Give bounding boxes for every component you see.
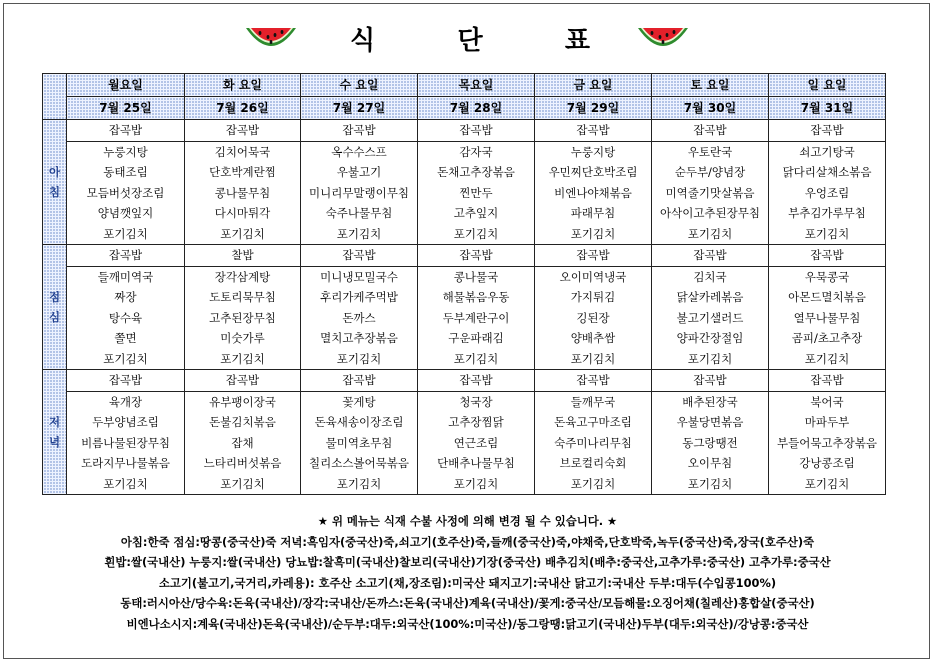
menu-item: 포기김치 — [652, 474, 769, 495]
menu-item: 돈육고구마조림 — [535, 412, 652, 433]
menu-item: 포기김치 — [185, 474, 301, 495]
title-char: 단 — [457, 26, 483, 56]
menu-item: 감자국 — [418, 141, 535, 162]
menu-item: 김치국 — [652, 266, 769, 287]
menu-item: 육개장 — [67, 391, 185, 412]
menu-item: 미니리무말랭이무침 — [301, 183, 418, 204]
menu-item: 잡곡밥 — [301, 370, 418, 392]
menu-row — [43, 120, 886, 142]
menu-item: 가지튀김 — [535, 287, 652, 308]
menu-item: 고추장찜닭 — [418, 412, 535, 433]
menu-item: 두부계란구이 — [418, 308, 535, 329]
menu-item: 우불당면볶음 — [652, 412, 769, 433]
menu-item: 잡곡밥 — [301, 245, 418, 267]
menu-item: 탕수육 — [67, 308, 185, 329]
menu-item: 양념깻잎지 — [67, 203, 185, 224]
menu-item: 오이미역냉국 — [535, 266, 652, 287]
menu-item: 포기김치 — [418, 474, 535, 495]
menu-item: 깅된장 — [535, 308, 652, 329]
menu-item: 포기김치 — [769, 474, 886, 495]
menu-item: 포기김치 — [67, 224, 185, 245]
watermelon-icon — [244, 24, 298, 56]
menu-item: 돈불김치볶음 — [185, 412, 301, 433]
menu-item: 쫄면 — [67, 328, 185, 349]
menu-item: 닭살카레볶음 — [652, 287, 769, 308]
day-date: 7월 27일 — [301, 97, 418, 120]
meal-label-char: 심 — [48, 310, 61, 324]
menu-item: 김치어묵국 — [185, 141, 301, 162]
day-date-row — [43, 97, 886, 120]
menu-row — [43, 162, 886, 183]
menu-row — [43, 433, 886, 454]
menu-item: 물미역초무침 — [301, 433, 418, 454]
day-name: 목요일 — [418, 74, 535, 97]
menu-item: 포기김치 — [769, 349, 886, 370]
menu-item: 잡곡밥 — [535, 245, 652, 267]
menu-item: 포기김치 — [67, 474, 185, 495]
origin-line: 흰밥:쌀(국내산) 누룽지:쌀(국내산) 당뇨밥:찰흑미(국내산)찰보리(국내산)기장(중국산) 배추김치(배추:중국산,고추가루:중국산) 고추가루:중국산 — [104, 555, 831, 569]
menu-item: 멸치고추장볶음 — [301, 328, 418, 349]
menu-row — [43, 203, 886, 224]
menu-row — [43, 474, 886, 495]
meal-label-char: 아 — [48, 165, 61, 179]
menu-item: 잡곡밥 — [418, 245, 535, 267]
menu-item: 미역줄기맛살볶음 — [652, 183, 769, 204]
menu-item: 후리가케주먹밥 — [301, 287, 418, 308]
meal-label-char: 녁 — [48, 435, 61, 449]
menu-item: 포기김치 — [301, 224, 418, 245]
menu-item: 미숫가루 — [185, 328, 301, 349]
menu-item: 오이무침 — [652, 453, 769, 474]
menu-item: 포기김치 — [185, 349, 301, 370]
menu-item: 우불고기 — [301, 162, 418, 183]
menu-item: 구운파래김 — [418, 328, 535, 349]
menu-item: 단배추나물무침 — [418, 453, 535, 474]
menu-item: 불고기샐러드 — [652, 308, 769, 329]
day-date: 7월 28일 — [418, 97, 535, 120]
menu-row — [43, 308, 886, 329]
menu-item: 누룽지탕 — [535, 141, 652, 162]
day-name-row — [43, 74, 886, 97]
corner-cell — [43, 74, 67, 120]
menu-row — [43, 349, 886, 370]
title-row — [0, 0, 935, 72]
menu-item: 포기김치 — [535, 349, 652, 370]
day-name: 토 요일 — [652, 74, 769, 97]
menu-item: 두부양념조림 — [67, 412, 185, 433]
menu-item: 브로컬리숙회 — [535, 453, 652, 474]
menu-item: 부들어묵고추장볶음 — [769, 433, 886, 454]
menu-item: 잡곡밥 — [652, 245, 769, 267]
menu-item: 돈까스 — [301, 308, 418, 329]
meal-label — [43, 245, 67, 370]
menu-item: 잡채 — [185, 433, 301, 454]
menu-item: 우민찌단호박조림 — [535, 162, 652, 183]
page-title — [350, 20, 590, 57]
menu-item: 포기김치 — [652, 224, 769, 245]
menu-item: 아삭이고추된장무침 — [652, 203, 769, 224]
meal-label-char: 침 — [48, 185, 61, 199]
menu-item: 양파간장절임 — [652, 328, 769, 349]
day-date: 7월 26일 — [185, 97, 301, 120]
menu-row — [43, 224, 886, 245]
menu-item: 잡곡밥 — [418, 120, 535, 142]
origin-line: 동태:러시아산/당수육:돈육(국내산)/장각:국내산/돈까스:돈육(국내산)계육(국내산)/꽃게:중국산/모듬해물:오징어채(칠레산)홍합살(중국산) — [120, 596, 815, 610]
day-date: 7월 30일 — [652, 97, 769, 120]
menu-item: 잡곡밥 — [67, 370, 185, 392]
menu-row — [43, 328, 886, 349]
menu-item: 우토란국 — [652, 141, 769, 162]
menu-item: 유부팽이장국 — [185, 391, 301, 412]
menu-item: 고추된장무침 — [185, 308, 301, 329]
notice-line: ★ 위 메뉴는 식재 수불 사정에 의해 변경 될 수 있습니다. ★ — [317, 514, 618, 528]
menu-item: 잡곡밥 — [418, 370, 535, 392]
menu-item: 동태조림 — [67, 162, 185, 183]
origin-line: 비엔나소시지:계육(국내산)돈육(국내산)/순두부:대두:외국산(100%:미국산)/동그랑땡:닭고기(국내산)두부(대두:외국산)/강낭콩:중국산 — [126, 616, 809, 631]
menu-item: 누룽지탕 — [67, 141, 185, 162]
meal-label — [43, 120, 67, 245]
menu-row — [43, 370, 886, 392]
menu-item: 잡곡밥 — [535, 120, 652, 142]
menu-item: 찐만두 — [418, 183, 535, 204]
menu-item: 꽃게탕 — [301, 391, 418, 412]
menu-item: 곰피/초고추장 — [769, 328, 886, 349]
menu-item: 짜장 — [67, 287, 185, 308]
menu-item: 잡곡밥 — [769, 370, 886, 392]
menu-item: 비엔나야채볶음 — [535, 183, 652, 204]
menu-item: 찰밥 — [185, 245, 301, 267]
menu-item: 콩나물국 — [418, 266, 535, 287]
menu-item: 잡곡밥 — [185, 120, 301, 142]
menu-item: 포기김치 — [535, 224, 652, 245]
menu-item: 모듬버섯장조림 — [67, 183, 185, 204]
menu-item: 도라지무나물볶음 — [67, 453, 185, 474]
menu-item: 마파두부 — [769, 412, 886, 433]
menu-item: 포기김치 — [67, 349, 185, 370]
menu-item: 잡곡밥 — [652, 370, 769, 392]
menu-item: 포기김치 — [301, 349, 418, 370]
menu-item: 포기김치 — [769, 224, 886, 245]
menu-item: 잡곡밥 — [67, 120, 185, 142]
menu-item: 옥수수스프 — [301, 141, 418, 162]
title-char: 표 — [564, 26, 590, 56]
menu-item: 잡곡밥 — [769, 245, 886, 267]
menu-table — [42, 73, 886, 495]
menu-row — [43, 245, 886, 267]
menu-item: 포기김치 — [301, 474, 418, 495]
menu-item: 양배추쌈 — [535, 328, 652, 349]
menu-row — [43, 266, 886, 287]
menu-item: 쇠고기탕국 — [769, 141, 886, 162]
day-date: 7월 31일 — [769, 97, 886, 120]
menu-row — [43, 412, 886, 433]
menu-item: 잡곡밥 — [652, 120, 769, 142]
menu-item: 순두부/양념장 — [652, 162, 769, 183]
menu-row — [43, 287, 886, 308]
menu-item: 다시마튀각 — [185, 203, 301, 224]
menu-item: 잡곡밥 — [185, 370, 301, 392]
menu-item: 들깨무국 — [535, 391, 652, 412]
day-date: 7월 29일 — [535, 97, 652, 120]
menu-item: 미니냉모밀국수 — [301, 266, 418, 287]
menu-item: 포기김치 — [418, 224, 535, 245]
menu-item: 칠리소스볼어묵볶음 — [301, 453, 418, 474]
meal-label-char: 저 — [48, 415, 61, 429]
menu-item: 장각삼계탕 — [185, 266, 301, 287]
menu-item: 열무나물무침 — [769, 308, 886, 329]
menu-row — [43, 391, 886, 412]
menu-item: 연근조림 — [418, 433, 535, 454]
menu-item: 포기김치 — [418, 349, 535, 370]
menu-item: 우묵콩국 — [769, 266, 886, 287]
watermelon-icon — [636, 24, 690, 56]
menu-item: 포기김치 — [535, 474, 652, 495]
meal-label-char: 점 — [48, 290, 61, 304]
notes-section — [0, 511, 935, 634]
menu-item: 돈육새송이장조림 — [301, 412, 418, 433]
day-name: 수 요일 — [301, 74, 418, 97]
day-name: 월요일 — [67, 74, 185, 97]
origin-line: 소고기(불고기,국거리,카레용): 호주산 소고기(채,장조림):미국산 돼지고기:국내산 닭고기:국내산 두부:대두(수입콩100%) — [158, 575, 777, 590]
menu-item: 포기김치 — [652, 349, 769, 370]
menu-item: 느타리버섯볶음 — [185, 453, 301, 474]
menu-item: 닭다리살채소볶음 — [769, 162, 886, 183]
menu-item: 콩나물무침 — [185, 183, 301, 204]
menu-item: 부추김가루무침 — [769, 203, 886, 224]
meal-label — [43, 370, 67, 495]
menu-item: 비름나물된장무침 — [67, 433, 185, 454]
day-name: 화 요일 — [185, 74, 301, 97]
menu-item: 고추잎지 — [418, 203, 535, 224]
menu-item: 잡곡밥 — [535, 370, 652, 392]
menu-item: 들깨미역국 — [67, 266, 185, 287]
menu-item: 단호박계란찜 — [185, 162, 301, 183]
menu-item: 돈채고추장볶음 — [418, 162, 535, 183]
day-name: 금 요일 — [535, 74, 652, 97]
menu-item: 강낭콩조림 — [769, 453, 886, 474]
menu-item: 도토리묵무침 — [185, 287, 301, 308]
menu-item: 우엉조림 — [769, 183, 886, 204]
menu-item: 청국장 — [418, 391, 535, 412]
menu-row — [43, 183, 886, 204]
menu-item: 포기김치 — [185, 224, 301, 245]
menu-item: 잡곡밥 — [67, 245, 185, 267]
origin-line: 아침:한죽 점심:땅콩(중국산)죽 저녁:흑임자(중국산)죽,쇠고기(호주산)죽,들깨(중국산)죽,야채죽,단호박죽,녹두(중국산)죽,장국(호주산)죽 — [120, 534, 815, 549]
menu-row — [43, 453, 886, 474]
menu-item: 잡곡밥 — [301, 120, 418, 142]
day-name: 일 요일 — [769, 74, 886, 97]
menu-row — [43, 141, 886, 162]
day-date: 7월 25일 — [67, 97, 185, 120]
menu-item: 동그랑땡전 — [652, 433, 769, 454]
menu-item: 숙주나물무침 — [301, 203, 418, 224]
menu-item: 해물볶음우동 — [418, 287, 535, 308]
menu-item: 북어국 — [769, 391, 886, 412]
menu-item: 파래무침 — [535, 203, 652, 224]
menu-item: 아몬드멸치볶음 — [769, 287, 886, 308]
menu-item: 숙주미나리무침 — [535, 433, 652, 454]
menu-item: 배추된장국 — [652, 391, 769, 412]
title-char: 식 — [350, 26, 376, 56]
menu-item: 잡곡밥 — [769, 120, 886, 142]
